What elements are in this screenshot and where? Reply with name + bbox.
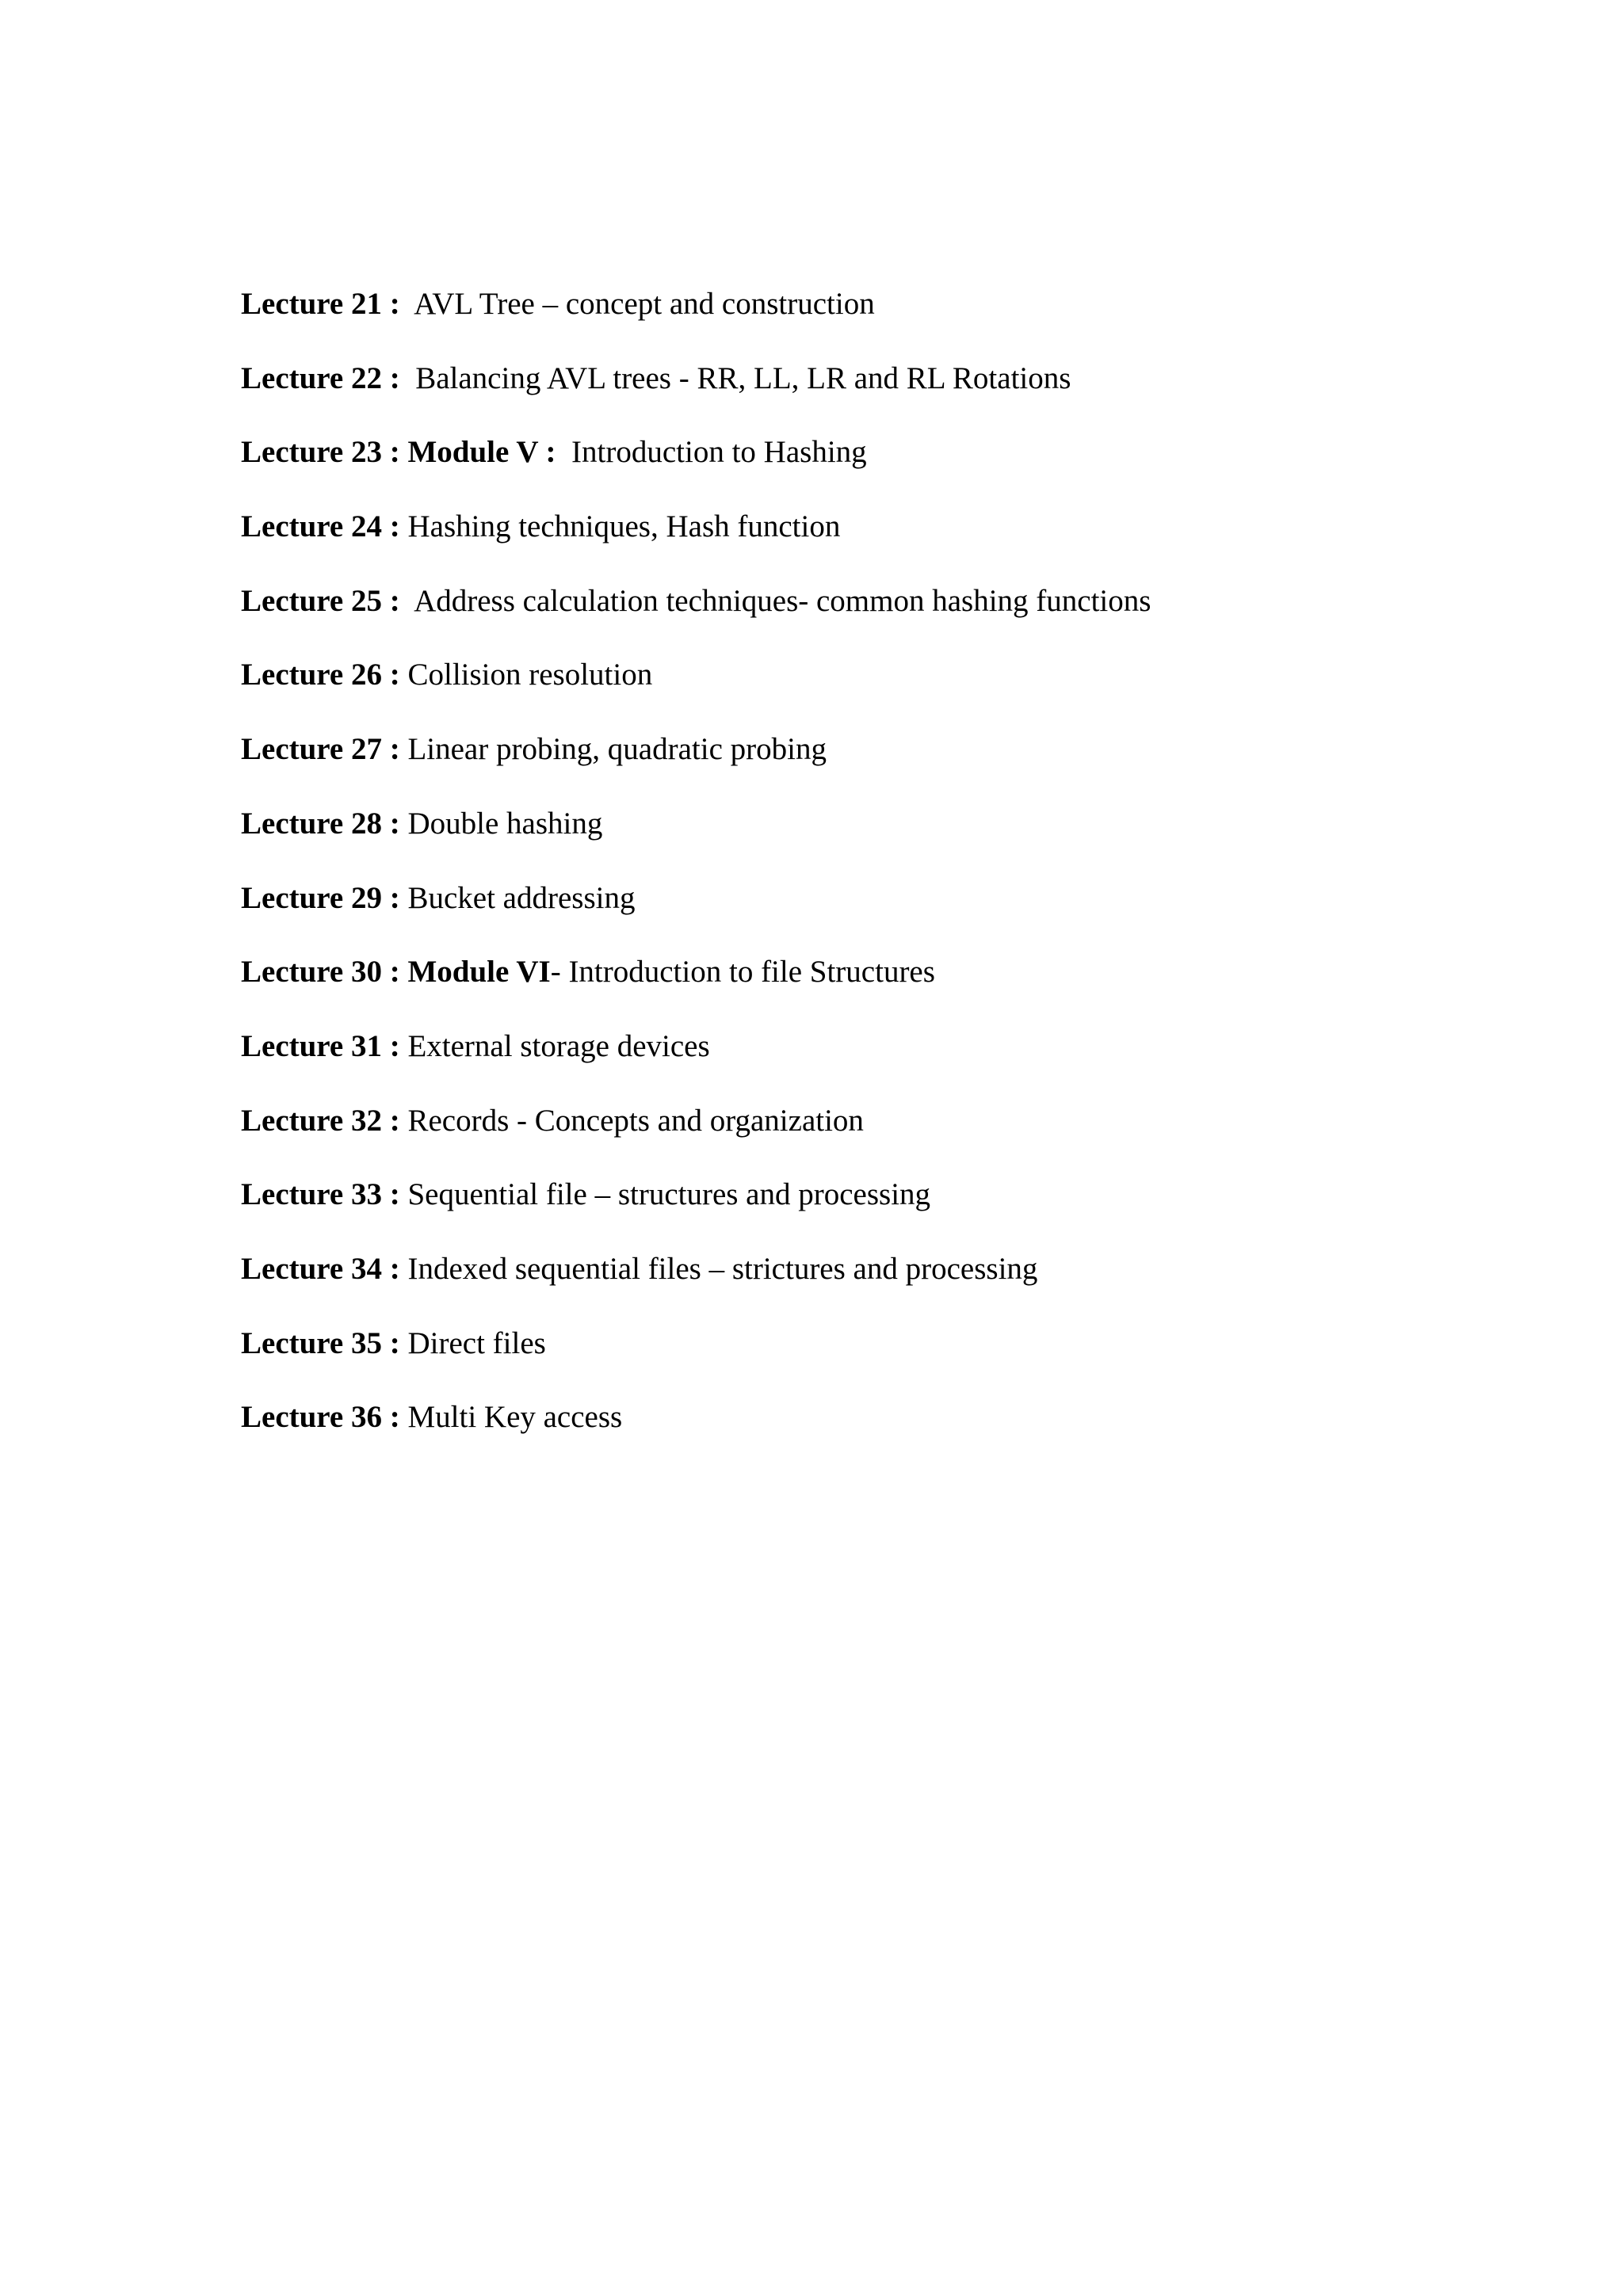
lecture-label: Lecture 22 : xyxy=(241,360,400,395)
lecture-topic: Double hashing xyxy=(399,806,603,841)
lecture-item xyxy=(241,508,1151,546)
lecture-item xyxy=(241,1398,1151,1436)
lecture-label: Lecture 30 : xyxy=(241,955,400,990)
lecture-label: Lecture 21 : xyxy=(241,287,400,321)
module-label: Module V : xyxy=(399,435,556,470)
lecture-item xyxy=(241,1176,1151,1214)
lecture-item xyxy=(241,805,1151,843)
lecture-list xyxy=(241,285,1151,1473)
lecture-topic: Indexed sequential files – strictures and processing xyxy=(399,1251,1038,1286)
lecture-item xyxy=(241,1028,1151,1066)
lecture-topic: Balancing AVL trees - RR, LL, LR and RL Rotations xyxy=(399,360,1071,395)
lecture-topic: Direct files xyxy=(399,1325,546,1360)
lecture-topic: Linear probing, quadratic probing xyxy=(399,732,827,767)
lecture-topic: Bucket addressing xyxy=(399,880,636,915)
lecture-item xyxy=(241,1250,1151,1288)
lecture-label: Lecture 29 : xyxy=(241,880,400,915)
lecture-label: Lecture 32 : xyxy=(241,1103,400,1138)
lecture-item xyxy=(241,582,1151,620)
lecture-label: Lecture 35 : xyxy=(241,1325,400,1360)
lecture-item xyxy=(241,285,1151,323)
lecture-topic: Introduction to Hashing xyxy=(556,435,867,470)
lecture-topic: Records - Concepts and organization xyxy=(399,1103,864,1138)
lecture-topic: External storage devices xyxy=(399,1028,710,1063)
lecture-item xyxy=(241,656,1151,694)
lecture-item xyxy=(241,433,1151,471)
lecture-label: Lecture 26 : xyxy=(241,658,400,692)
lecture-topic: Multi Key access xyxy=(399,1400,623,1435)
lecture-item xyxy=(241,360,1151,398)
lecture-topic: Collision resolution xyxy=(399,658,653,692)
lecture-item xyxy=(241,879,1151,917)
lecture-topic: Hashing techniques, Hash function xyxy=(399,509,841,544)
lecture-topic: AVL Tree – concept and construction xyxy=(399,287,875,321)
lecture-label: Lecture 24 : xyxy=(241,509,400,544)
lecture-item xyxy=(241,1102,1151,1140)
lecture-item xyxy=(241,1325,1151,1363)
lecture-label: Lecture 25 : xyxy=(241,583,400,618)
lecture-label: Lecture 36 : xyxy=(241,1400,400,1435)
lecture-topic: Address calculation techniques- common hashing functions xyxy=(399,583,1151,618)
lecture-label: Lecture 34 : xyxy=(241,1251,400,1286)
lecture-item xyxy=(241,953,1151,991)
lecture-topic: Sequential file – structures and processing xyxy=(399,1177,931,1212)
lecture-label: Lecture 33 : xyxy=(241,1177,400,1212)
lecture-label: Lecture 31 : xyxy=(241,1028,400,1063)
lecture-label: Lecture 23 : xyxy=(241,435,400,470)
module-label: Module VI xyxy=(399,955,551,990)
lecture-item xyxy=(241,730,1151,769)
lecture-label: Lecture 27 : xyxy=(241,732,400,767)
lecture-label: Lecture 28 : xyxy=(241,806,400,841)
lecture-topic: - Introduction to file Structures xyxy=(550,955,935,990)
